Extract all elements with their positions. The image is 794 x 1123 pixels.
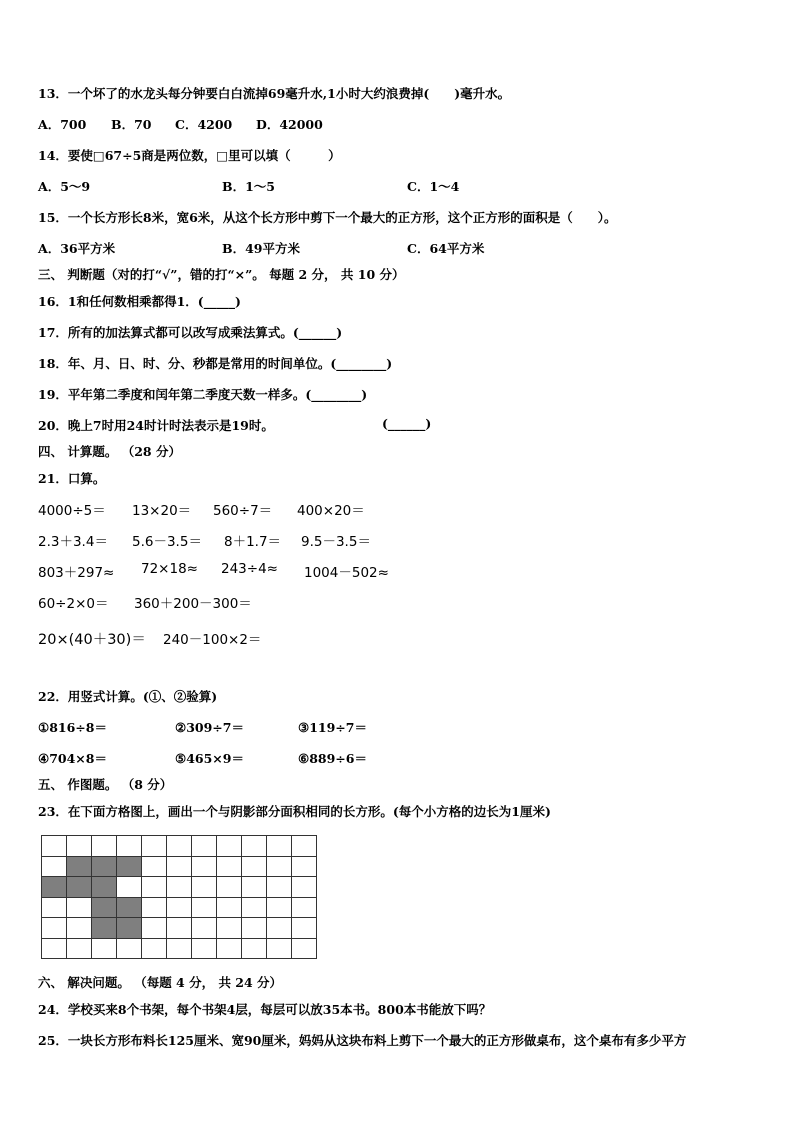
- section-5-title: 五、 作图题。 （8 分）: [38, 777, 173, 792]
- grid-cell: [167, 939, 192, 960]
- grid-cell: [217, 898, 242, 919]
- grid-cell: [242, 898, 267, 919]
- grid-cell: [267, 939, 292, 960]
- grid-cell: [192, 836, 217, 857]
- grid-cell: [167, 918, 192, 939]
- grid-cell: [192, 939, 217, 960]
- section-4-title: 四、 计算题。 （28 分）: [38, 444, 181, 459]
- grid-cell-shaded: [92, 857, 117, 878]
- grid-cell-shaded: [67, 857, 92, 878]
- q14-option-b: B．1～5: [222, 179, 275, 194]
- calc-item: 8＋1.7＝: [224, 534, 282, 550]
- grid-cell: [167, 836, 192, 857]
- calc-item: 2.3＋3.4＝: [38, 534, 108, 550]
- square-grid: [41, 835, 317, 959]
- grid-cell: [117, 877, 142, 898]
- grid-cell-shaded: [92, 877, 117, 898]
- q14-option-a: A．5～9: [38, 179, 91, 194]
- question-25-text: 25．一块长方形布料长125厘米、宽90厘米，妈妈从这块布料上剪下一个最大的正方形做桌布，这个桌布有多少平方: [38, 1033, 687, 1048]
- grid-cell: [92, 836, 117, 857]
- calc-item: 240－100×2＝: [163, 632, 262, 648]
- grid-cell: [142, 939, 167, 960]
- grid-cell-shaded: [42, 877, 67, 898]
- grid-cell: [242, 836, 267, 857]
- calc-item: 4000÷5＝: [38, 503, 106, 519]
- question-22-title: 22．用竖式计算。(①、②验算): [38, 689, 218, 704]
- grid-cell: [217, 918, 242, 939]
- grid-cell: [42, 836, 67, 857]
- calc-item: 803＋297≈: [38, 565, 115, 581]
- q13-option-b: B．70: [111, 117, 152, 132]
- calc-item: 400×20＝: [297, 503, 365, 519]
- question-16-text: 16．1和任何数相乘都得1．(_____): [38, 294, 241, 309]
- grid-cell: [217, 857, 242, 878]
- grid-cell: [242, 918, 267, 939]
- grid-cell: [42, 898, 67, 919]
- question-15-text: 15．一个长方形长8米，宽6米，从这个长方形中剪下一个最大的正方形，这个正方形的面积是（ ）。: [38, 210, 617, 225]
- grid-cell-shaded: [117, 857, 142, 878]
- grid-cell: [292, 857, 317, 878]
- q13-option-d: D．42000: [256, 117, 323, 132]
- grid-cell: [117, 939, 142, 960]
- grid-cell: [167, 898, 192, 919]
- calc-item: 5.6－3.5＝: [132, 534, 202, 550]
- question-14-text: 14．要使□67÷5商是两位数，□里可以填（ ）: [38, 148, 341, 163]
- question-20-answer-blank: (______): [382, 416, 432, 431]
- grid-cell: [117, 836, 142, 857]
- vertical-calc-item: ⑤465×9＝: [175, 751, 244, 766]
- grid-cell: [192, 877, 217, 898]
- question-23-text: 23．在下面方格图上，画出一个与阴影部分面积相同的长方形。(每个小方格的边长为1厘米): [38, 804, 551, 819]
- grid-cell: [292, 836, 317, 857]
- grid-cell-shaded: [92, 918, 117, 939]
- grid-cell: [267, 877, 292, 898]
- grid-cell: [242, 877, 267, 898]
- grid-cell: [267, 918, 292, 939]
- grid-cell: [242, 939, 267, 960]
- calc-item: 1004－502≈: [304, 565, 389, 581]
- grid-cell: [92, 939, 117, 960]
- q15-option-b: B．49平方米: [222, 241, 300, 256]
- section-6-title: 六、 解决问题。 （每题 4 分， 共 24 分）: [38, 975, 283, 990]
- q13-option-a: A．700: [38, 117, 87, 132]
- grid-cell: [292, 939, 317, 960]
- grid-cell: [267, 898, 292, 919]
- calc-item: 60÷2×0＝: [38, 596, 109, 612]
- question-21-title: 21．口算。: [38, 471, 106, 486]
- grid-cell: [142, 836, 167, 857]
- grid-cell: [167, 877, 192, 898]
- question-18-text: 18．年、月、日、时、分、秒都是常用的时间单位。(________): [38, 356, 393, 371]
- grid-cell: [292, 898, 317, 919]
- grid-cell: [267, 836, 292, 857]
- grid-cell: [242, 857, 267, 878]
- q15-option-a: A．36平方米: [38, 241, 116, 256]
- q14-option-c: C．1～4: [407, 179, 460, 194]
- vertical-calc-item: ③119÷7＝: [298, 720, 367, 735]
- calc-item: 72×18≈: [141, 561, 198, 577]
- grid-cell: [67, 939, 92, 960]
- grid-cell: [217, 939, 242, 960]
- grid-cell: [217, 836, 242, 857]
- grid-cell: [42, 918, 67, 939]
- grid-cell: [192, 918, 217, 939]
- grid-cell: [167, 857, 192, 878]
- section-3-title: 三、 判断题（对的打“√”，错的打“×”。 每题 2 分， 共 10 分）: [38, 267, 405, 282]
- q13-option-c: C．4200: [175, 117, 233, 132]
- calc-item: 560÷7＝: [213, 503, 273, 519]
- vertical-calc-item: ②309÷7＝: [175, 720, 244, 735]
- grid-cell-shaded: [117, 918, 142, 939]
- grid-cell: [142, 898, 167, 919]
- grid-cell: [192, 898, 217, 919]
- grid-cell: [142, 877, 167, 898]
- grid-cell-shaded: [117, 898, 142, 919]
- calc-item: 20×(40＋30)＝: [38, 632, 146, 648]
- grid-cell: [142, 918, 167, 939]
- grid-cell: [67, 918, 92, 939]
- grid-cell: [67, 836, 92, 857]
- calc-item: 13×20＝: [132, 503, 192, 519]
- question-24-text: 24．学校买来8个书架，每个书架4层，每层可以放35本书。800本书能放下吗？: [38, 1002, 492, 1017]
- grid-cell: [267, 857, 292, 878]
- calc-item: 360＋200－300＝: [134, 596, 252, 612]
- question-19-text: 19．平年第二季度和闰年第二季度天数一样多。(________): [38, 387, 368, 402]
- question-17-text: 17．所有的加法算式都可以改写成乘法算式。(______): [38, 325, 343, 340]
- grid-cell: [292, 918, 317, 939]
- question-13-text: 13．一个坏了的水龙头每分钟要白白流掉69毫升水,1小时大约浪费掉( )毫升水。: [38, 86, 511, 101]
- grid-cell: [192, 857, 217, 878]
- grid-cell: [142, 857, 167, 878]
- grid-cell-shaded: [67, 877, 92, 898]
- grid-cell-shaded: [92, 898, 117, 919]
- grid-cell: [42, 857, 67, 878]
- grid-cell: [292, 877, 317, 898]
- vertical-calc-item: ④704×8＝: [38, 751, 107, 766]
- grid-cell: [42, 939, 67, 960]
- vertical-calc-item: ⑥889÷6＝: [298, 751, 367, 766]
- grid-cell: [217, 877, 242, 898]
- calc-item: 9.5－3.5＝: [301, 534, 371, 550]
- calc-item: 243÷4≈: [221, 561, 278, 577]
- question-20-text: 20．晚上7时用24时计时法表示是19时。: [38, 418, 274, 433]
- vertical-calc-item: ①816÷8＝: [38, 720, 107, 735]
- q15-option-c: C．64平方米: [407, 241, 485, 256]
- grid-cell: [67, 898, 92, 919]
